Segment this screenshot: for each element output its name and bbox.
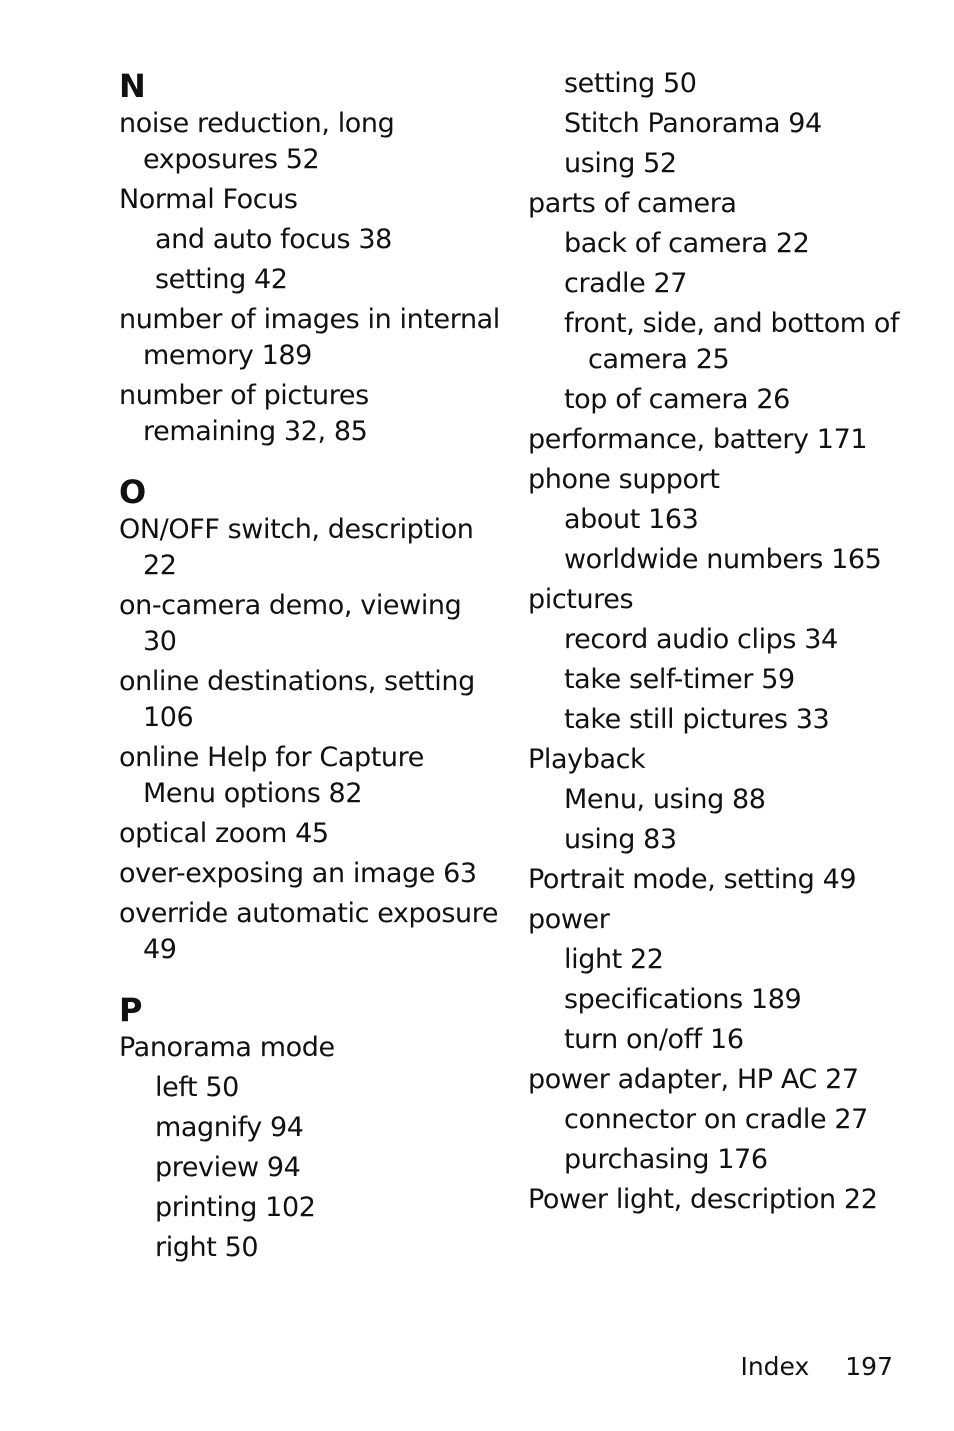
index-entry: pictures bbox=[528, 584, 634, 615]
index-entry: override automatic exposure bbox=[119, 898, 499, 929]
index-entry-continuation: 106 bbox=[143, 702, 194, 733]
index-subentry: and auto focus 38 bbox=[155, 224, 392, 255]
index-entry-continuation: Menu options 82 bbox=[143, 778, 363, 809]
index-subentry: record audio clips 34 bbox=[564, 624, 838, 655]
index-entry-continuation: memory 189 bbox=[143, 340, 312, 371]
index-entry-continuation: 30 bbox=[143, 626, 177, 657]
index-entry: phone support bbox=[528, 464, 720, 495]
section-letter: O bbox=[119, 473, 147, 511]
index-subentry: worldwide numbers 165 bbox=[564, 544, 882, 575]
index-subentry: back of camera 22 bbox=[564, 228, 810, 259]
index-entry: online destinations, setting bbox=[119, 666, 475, 697]
index-entry: ON/OFF switch, description bbox=[119, 514, 474, 545]
index-entry-continuation: 49 bbox=[143, 934, 177, 965]
index-entry: Playback bbox=[528, 744, 646, 775]
index-column-left bbox=[119, 66, 499, 1266]
footer-section-label: Index bbox=[740, 1352, 810, 1381]
index-subentry: preview 94 bbox=[155, 1152, 301, 1183]
index-column-right bbox=[528, 66, 928, 1218]
index-entry: number of pictures bbox=[119, 380, 369, 411]
section-letter: P bbox=[119, 991, 143, 1029]
index-subentry: connector on cradle 27 bbox=[564, 1104, 868, 1135]
index-entry-continuation: remaining 32, 85 bbox=[143, 416, 368, 447]
index-subentry: turn on/off 16 bbox=[564, 1024, 744, 1055]
index-subentry: left 50 bbox=[155, 1072, 239, 1103]
index-subentry: Stitch Panorama 94 bbox=[564, 108, 822, 139]
index-subentry: purchasing 176 bbox=[564, 1144, 768, 1175]
index-entry: power adapter, HP AC 27 bbox=[528, 1064, 859, 1095]
index-subentry: printing 102 bbox=[155, 1192, 316, 1223]
index-entry: over-exposing an image 63 bbox=[119, 858, 477, 889]
index-subentry: cradle 27 bbox=[564, 268, 688, 299]
index-subentry: specifications 189 bbox=[564, 984, 802, 1015]
index-subentry: using 83 bbox=[564, 824, 677, 855]
index-entry: Power light, description 22 bbox=[528, 1184, 878, 1215]
index-entry: Panorama mode bbox=[119, 1032, 335, 1063]
index-subentry: light 22 bbox=[564, 944, 664, 975]
index-entry: performance, battery 171 bbox=[528, 424, 868, 455]
index-subentry: take still pictures 33 bbox=[564, 704, 830, 735]
index-entry: Portrait mode, setting 49 bbox=[528, 864, 857, 895]
page-number: 197 bbox=[845, 1352, 893, 1381]
index-entry: noise reduction, long bbox=[119, 108, 395, 139]
index-subentry: front, side, and bottom of bbox=[564, 308, 900, 339]
index-subentry: using 52 bbox=[564, 148, 677, 179]
section-letter: N bbox=[119, 67, 146, 105]
index-subentry: Menu, using 88 bbox=[564, 784, 766, 815]
index-entry: Normal Focus bbox=[119, 184, 298, 215]
index-subentry: about 163 bbox=[564, 504, 699, 535]
index-entry-continuation: 22 bbox=[143, 550, 177, 581]
index-entry: power bbox=[528, 904, 610, 935]
index-subentry: top of camera 26 bbox=[564, 384, 790, 415]
index-entry: number of images in internal bbox=[119, 304, 500, 335]
index-entry: on-camera demo, viewing bbox=[119, 590, 462, 621]
index-entry: online Help for Capture bbox=[119, 742, 424, 773]
index-subentry: take self-timer 59 bbox=[564, 664, 795, 695]
index-subentry: camera 25 bbox=[588, 344, 730, 375]
index-subentry: right 50 bbox=[155, 1232, 259, 1263]
index-entry-continuation: exposures 52 bbox=[143, 144, 320, 175]
index-entry: optical zoom 45 bbox=[119, 818, 329, 849]
index-entry: parts of camera bbox=[528, 188, 737, 219]
index-subentry: setting 42 bbox=[155, 264, 288, 295]
index-subentry: magnify 94 bbox=[155, 1112, 304, 1143]
page-footer bbox=[740, 1352, 893, 1382]
index-subentry: setting 50 bbox=[564, 68, 697, 99]
